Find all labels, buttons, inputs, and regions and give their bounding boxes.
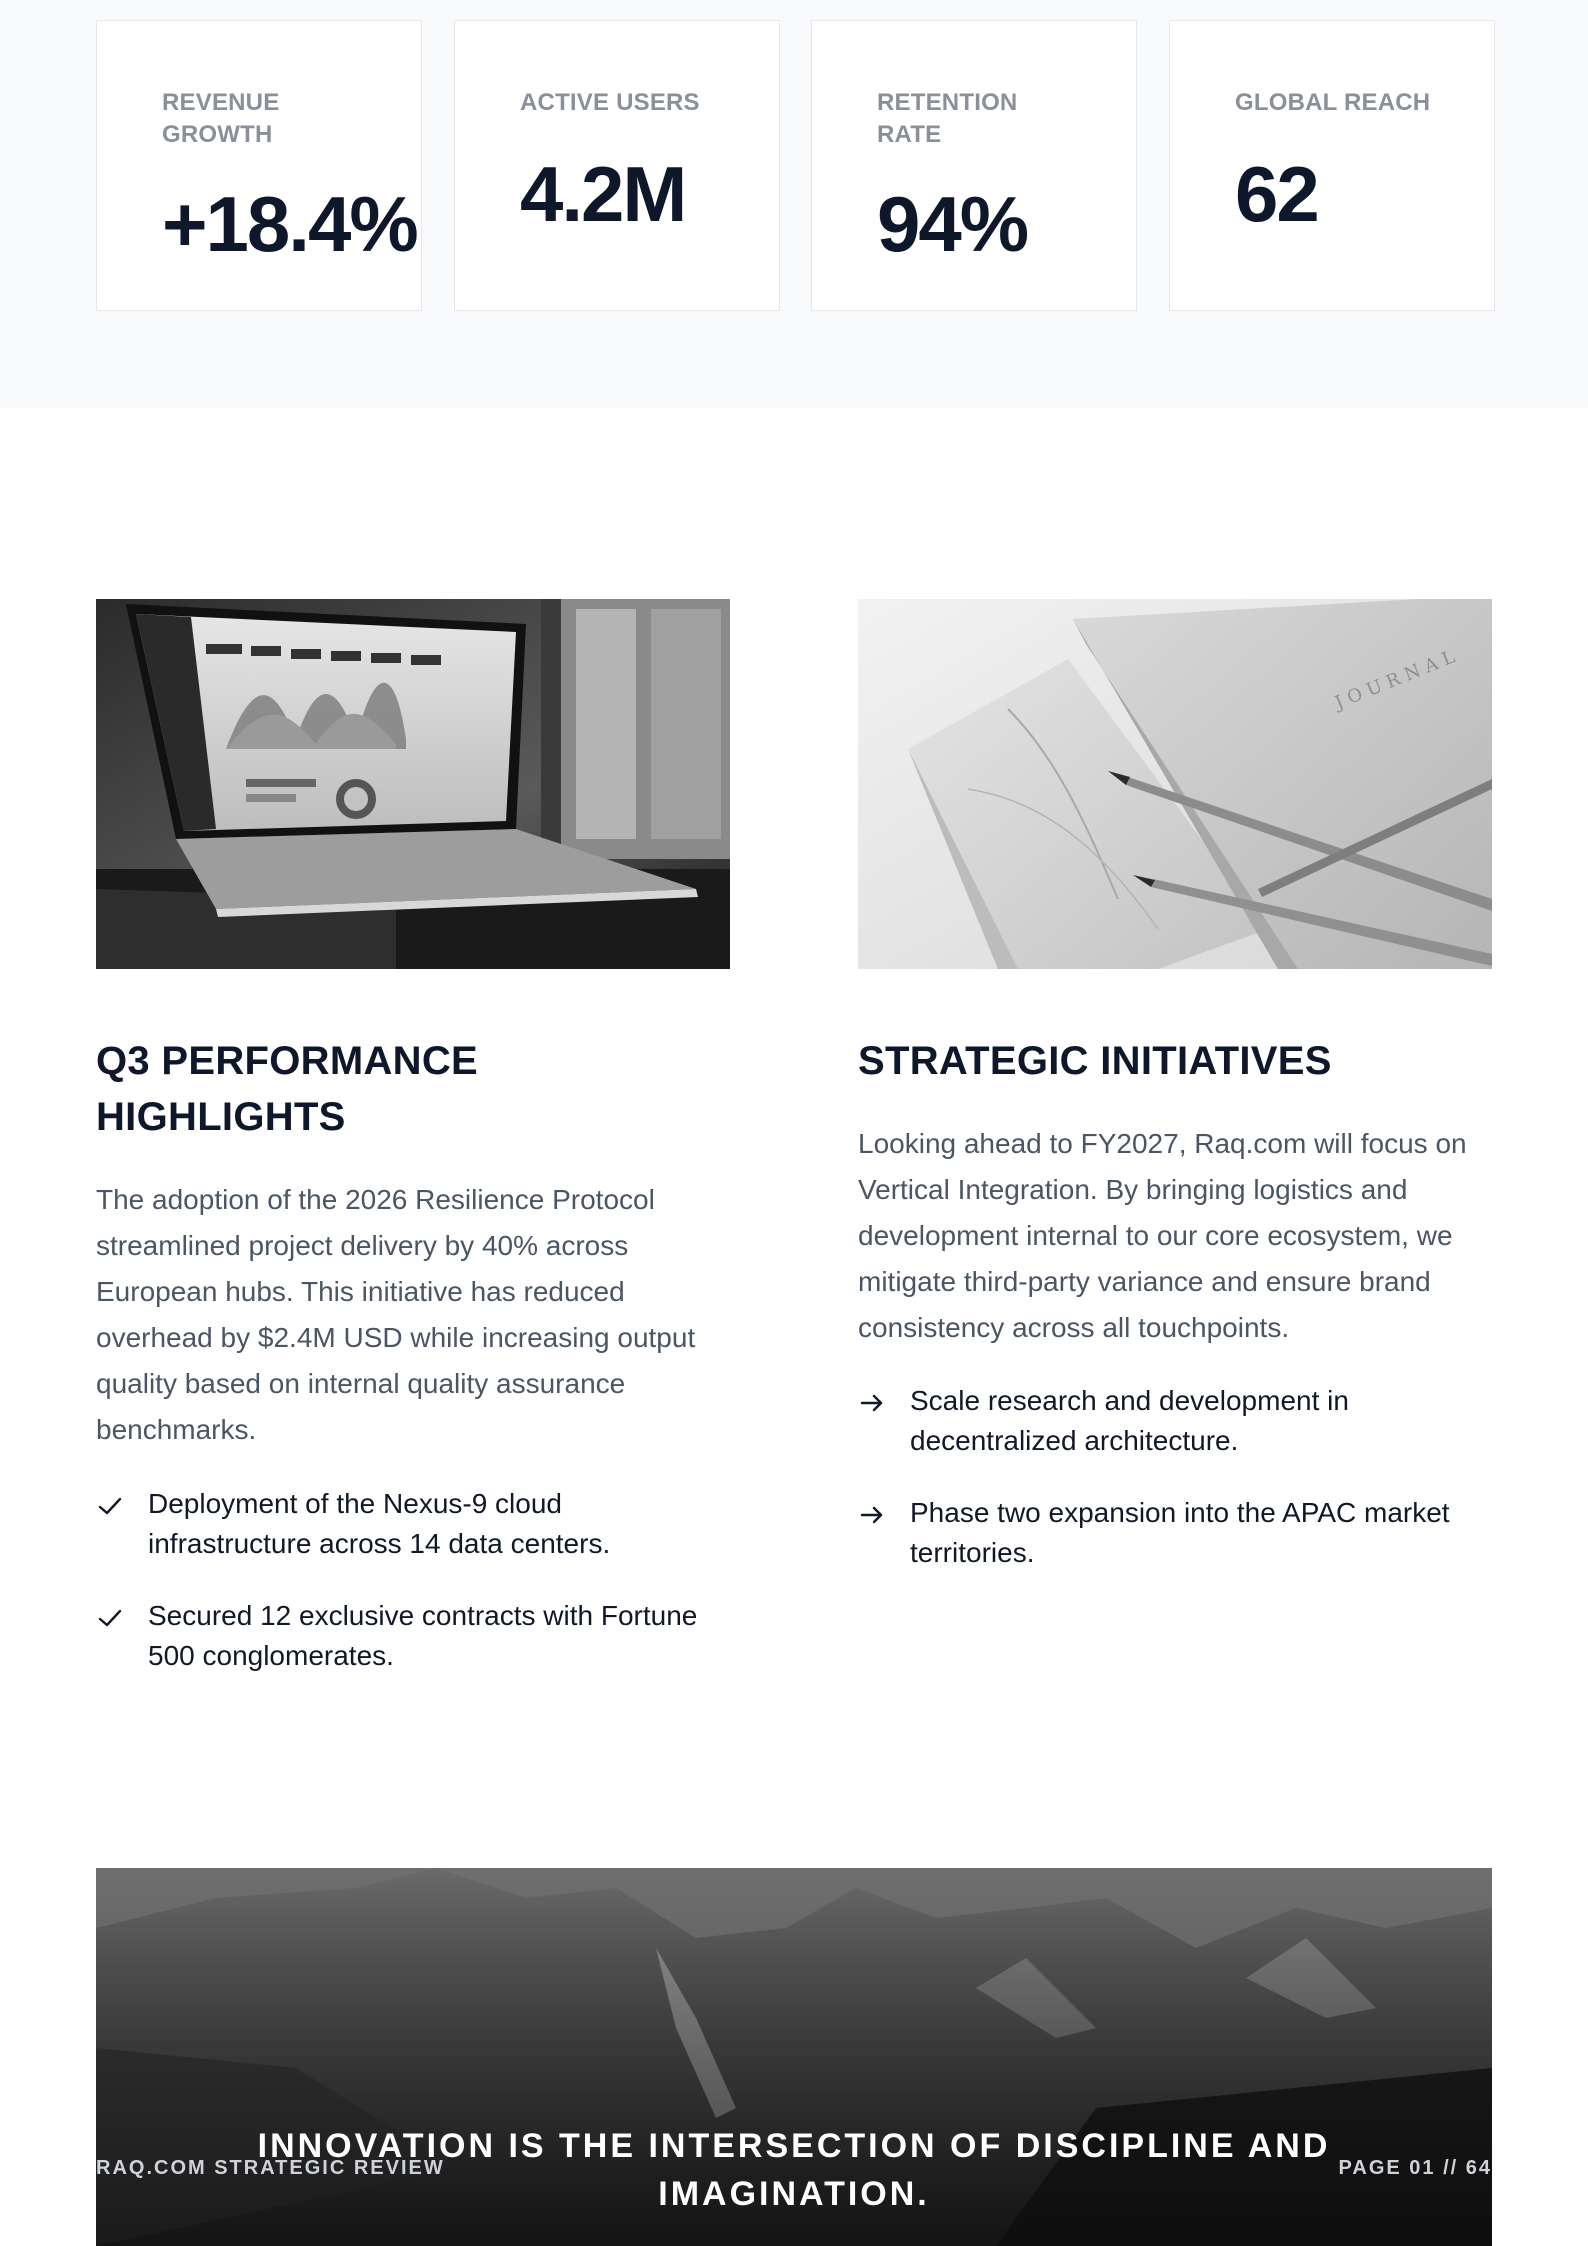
list-item bbox=[858, 1493, 1498, 1573]
metric-card-revenue-growth bbox=[96, 20, 422, 311]
metric-card-global-reach bbox=[1169, 20, 1495, 311]
check-icon bbox=[96, 1604, 124, 1632]
q3-performance-body: The adoption of the 2026 Resilience Protocol streamlined project delivery by 40% across European hubs. This initiative has reduced overhead by $2.4M USD while increasing output quality based on internal quality assurance benchmarks. bbox=[96, 1184, 696, 1445]
metric-card-retention-rate bbox=[811, 20, 1137, 311]
list-item-text: Secured 12 exclusive contracts with Fortune 500 conglomerates. bbox=[148, 1600, 698, 1671]
journal-pencils-image bbox=[858, 599, 1492, 969]
metric-value: 62 bbox=[1235, 150, 1318, 238]
check-icon bbox=[96, 1492, 124, 1520]
list-item-text: Deployment of the Nexus-9 cloud infrastructure across 14 data centers. bbox=[148, 1488, 611, 1559]
list-item-text: Phase two expansion into the APAC market territories. bbox=[910, 1497, 1450, 1568]
metric-value: 4.2M bbox=[520, 150, 686, 238]
arrow-right-icon bbox=[858, 1501, 886, 1529]
list-item bbox=[858, 1381, 1498, 1461]
q3-performance-heading: Q3 PERFORMANCE HIGHLIGHTS bbox=[96, 1039, 479, 1139]
metric-label: REVENUE GROWTH bbox=[162, 89, 280, 148]
metric-card-active-users bbox=[454, 20, 780, 311]
hero-quote: INNOVATION IS THE INTERSECTION OF DISCIPLINE AND IMAGINATION. bbox=[257, 2127, 1331, 2213]
hero-banner bbox=[96, 1868, 1492, 2246]
strategic-initiatives-list bbox=[858, 1381, 1498, 1605]
metric-value: +18.4% bbox=[162, 180, 417, 268]
list-item bbox=[96, 1484, 716, 1564]
metric-label: GLOBAL REACH bbox=[1235, 89, 1431, 116]
metric-label: ACTIVE USERS bbox=[520, 89, 700, 116]
list-item-text: Scale research and development in decentralized architecture. bbox=[910, 1385, 1349, 1456]
journal-emboss-text: JOURNAL bbox=[1332, 644, 1464, 714]
list-item bbox=[96, 1596, 716, 1676]
strategic-initiatives-body: Looking ahead to FY2027, Raq.com will focus on Vertical Integration. By bringing logistics and development internal to our core ecosystem, we mitigate third-party variance and ensure brand consistency across all touchpoints. bbox=[858, 1128, 1467, 1343]
metrics-section bbox=[0, 0, 1588, 408]
footer-publication-title: RAQ.COM STRATEGIC REVIEW bbox=[96, 2157, 445, 2179]
metric-label: RETENTION RATE bbox=[877, 89, 1018, 148]
metric-value: 94% bbox=[877, 180, 1028, 268]
footer-page-number: PAGE 01 // 64 bbox=[1338, 2157, 1492, 2179]
arrow-right-icon bbox=[858, 1389, 886, 1417]
laptop-dashboard-image bbox=[96, 599, 730, 969]
q3-highlights-list bbox=[96, 1484, 716, 1708]
strategic-initiatives-heading: STRATEGIC INITIATIVES bbox=[858, 1039, 1332, 1083]
